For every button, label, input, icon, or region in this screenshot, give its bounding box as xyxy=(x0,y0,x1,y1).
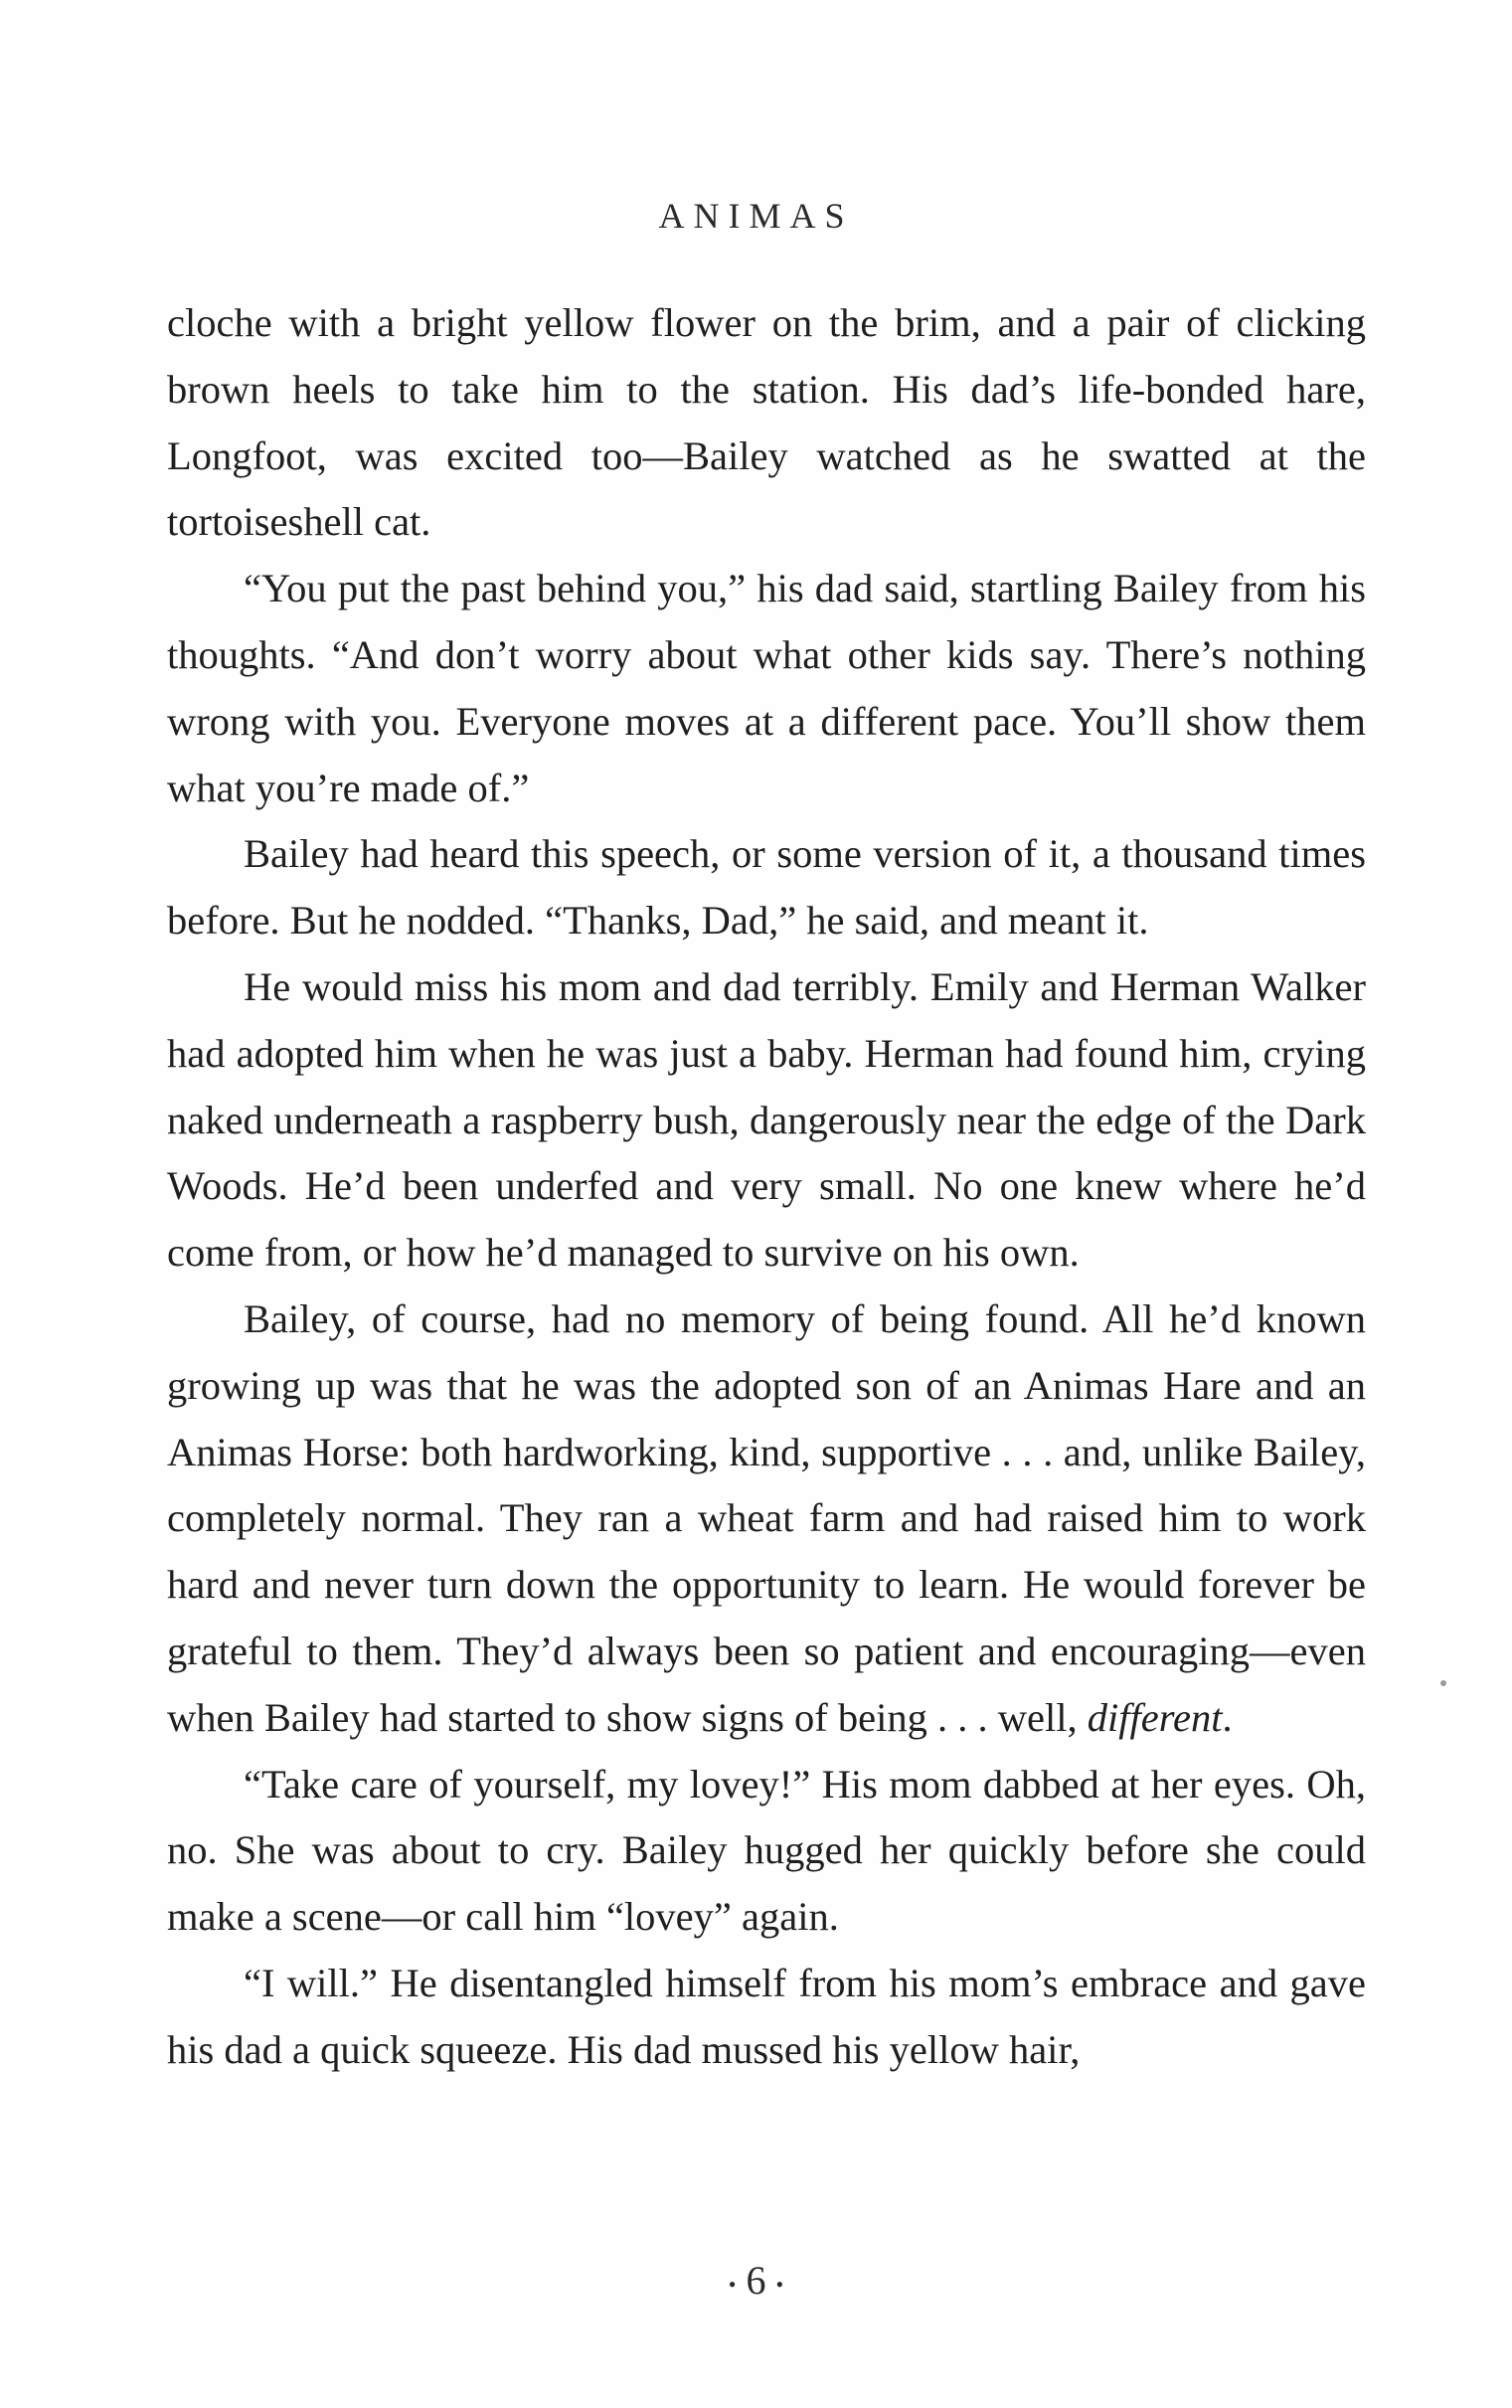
paragraph-6: “Take care of yourself, my lovey!” His mom dabbed at her eyes. Oh, no. She was about to cry. Bailey hugged her quickly before she could make a scene—or call him “lovey” again. xyxy=(167,1761,1366,1940)
paragraph-5-text: Bailey, of course, had no memory of being found. All he’d known growing up was that he was the adopted son of an Animas Hare and an Animas Horse: both hardworking, kind, supportive . . . and, unlike Bailey, completely normal. They ran a wheat farm and had raised him to work hard and never turn down the opportunity to learn. He would forever be grateful to them. They’d always been so patient and encouraging—even when Bailey had started to show signs of being . . . well, xyxy=(167,1295,1366,1740)
body-text xyxy=(167,290,1366,2084)
paragraph-7: “I will.” He disentangled himself from his mom’s embrace and gave his dad a quick squeeze. His dad mussed his yellow hair, xyxy=(167,1960,1366,2072)
bullet-right-icon: • xyxy=(775,2271,784,2297)
scan-speck-icon xyxy=(1440,1680,1446,1686)
bullet-left-icon: • xyxy=(728,2271,737,2297)
paragraph-3: Bailey had heard this speech, or some version of it, a thousand times before. But he nodded. “Thanks, Dad,” he said, and meant it. xyxy=(167,831,1366,944)
running-head: ANIMAS xyxy=(658,196,854,236)
paragraph-1: cloche with a bright yellow flower on the brim, and a pair of clicking brown heels to take him to the station. His dad’s life-bonded hare, Longfoot, was excited too—Bailey watched as he swatted at the tortoiseshell cat. xyxy=(167,300,1366,545)
paragraph-2: “You put the past behind you,” his dad said, startling Bailey from his thoughts. “And don’t worry about what other kids say. There’s nothing wrong with you. Everyone moves at a different pace. You’ll show them what you’re made of.” xyxy=(167,566,1366,810)
page-number: 6 xyxy=(746,2258,766,2303)
paragraph-4: He would miss his mom and dad terribly. Emily and Herman Walker had adopted him when he was just a baby. Herman had found him, crying naked underneath a raspberry bush, dangerously near the edge of the Dark Woods. He’d been underfed and very small. No one knew where he’d come from, or how he’d managed to survive on his own. xyxy=(167,963,1366,1276)
page-folio xyxy=(0,2257,1512,2304)
paragraph-5-end: . xyxy=(1222,1694,1233,1740)
paragraph-5 xyxy=(167,1287,1366,1752)
paragraph-5-emphasis: different xyxy=(1087,1694,1223,1740)
